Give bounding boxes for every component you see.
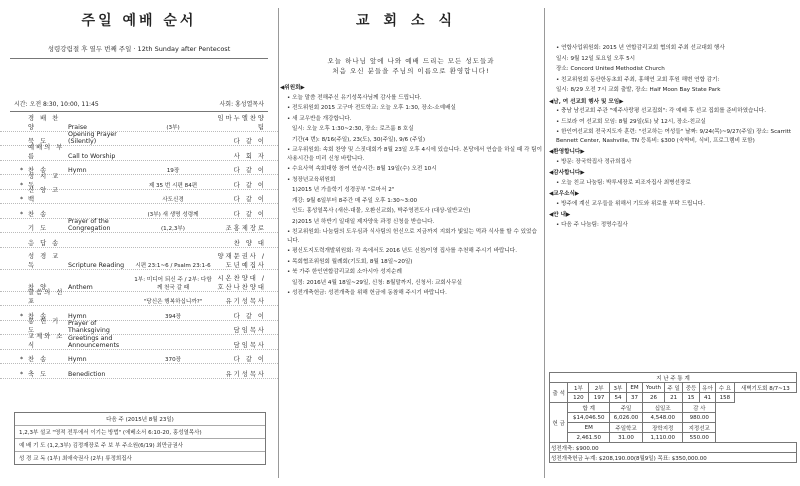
order-e: Hymn [68,167,87,174]
order-c: (3부) 새 생명 성령께 [147,211,199,218]
worship-presider: 사회: 홍성열목사 [219,101,264,108]
order-p: 사 회 자 [233,152,266,160]
section-heading: ◀교우소식▶ [549,191,580,197]
order-e: Prayer of the Congregation [68,218,111,232]
order-c: 사도신경 [162,197,184,203]
order-p: 담임목사 [233,327,266,334]
order-k: 교제와 소식 [28,332,65,349]
order-k: 봉 헌 기 도 [28,318,61,334]
order-e: Scripture Reading [68,261,125,269]
announcement-item: • 교우위원회: 속회 찬양 및 스짓대회가 8월 23일 오후 4시에 있습니다. 본당에서 연습을 하실 때 각 팀이 사용시간을 미리 신청 바랍니다. [287,147,542,162]
stat-cell: 수 요 [716,383,734,393]
order-e: Hymn [68,356,87,363]
stat-cell: 중등 [683,383,699,393]
section-heading: ◀환영합니다▶ [549,149,585,155]
order-e: Call to Worship [68,152,116,160]
order-e: Anthem [68,283,93,291]
order-k: 신 앙 고 백 [28,187,61,203]
order-c: 제 35 번 시편 84편 [148,182,198,189]
announcement-item: • 목회협조위원회 월례회(기도회, 8월 18일~20일) [287,258,413,265]
stat-cell: 주일학교 [609,423,642,433]
announcement-item: 일시: 8/29 오전 7시 교회 출발, 장소: Half Moon Bay State Park [556,87,721,93]
announcement-item: • 한인여선교회 전국지도자 훈련: "선교하는 여성들" 날짜: 9/24(목)~9/27(주일) 장소: Scarritt Bennett Center, Nashville, TN 등록비: $300 (숙박비, 식비, 프로그램비 포함) [556,129,792,144]
order-k: 말씀의 선포 [28,289,65,305]
order-c: (3부) [166,124,180,131]
order-e: Opening Prayer (Silently) [68,131,117,145]
order-p: 다 같 이 [233,312,266,320]
stat-cell: 2,461.50 [568,433,610,443]
announcement-item: 장소: Concord United Methodist Church [556,66,665,72]
notice-text: • 다음 주 나눔팀: 정명수집사 [556,221,628,228]
order-p: 다 같 이 [233,138,266,145]
order-p: 다 같 이 [233,181,266,189]
order-c: (1,2,3부) [160,226,185,232]
stat-cell: 1부 [568,383,589,393]
order-row [0,350,278,365]
announcement-item: 1)2015 년 가을학기 성경공부 "로마서 2" [292,187,395,193]
next-week-box [14,412,266,465]
welcome-text: • 방문: 장국학집사 정규희집사 [556,158,632,165]
column-divider [544,8,545,478]
worship-time: 시간: 오전 8:30, 10:00, 11:45 [14,101,99,108]
order-p: 유기성목사 [225,370,266,378]
order-c: "당신은 행복하십니까?" [143,299,203,305]
order-row [0,364,278,379]
stat-cell: 550.00 [683,433,716,443]
order-c: 1부: 미디어 되신 주 / 2부: 다함께 천국 갈 때 [134,276,212,291]
announcement-item: • 오늘 말씀 전해주신 유기성목사님께 감사를 드립니다. [287,94,422,101]
order-p: 다 같 이 [233,356,266,363]
order-star: * [20,312,24,320]
order-k: 성 시 교 독 [28,172,61,189]
order-k: 찬 송 [28,167,49,174]
announcement-item: 2)2015 년 하반기 일대일 제자양육 과정 신청을 받습니다. [292,218,435,225]
stat-cell: 158 [716,393,734,403]
stat-cell: 197 [589,393,610,403]
announcement-item: • 수요사역 속회대항 참여 연습시간: 8월 19일(수) 오전 10시 [287,166,437,172]
section-heading: ◀안 내▶ [549,212,571,218]
order-p: 시온찬양대 / 호산나찬양대 [217,274,266,291]
order-star: * [20,210,24,218]
stat-cell: 980.00 [683,413,716,423]
order-p: 임마누엘찬양팀 [217,114,266,131]
announcements-column-2 [549,0,800,486]
order-row [0,143,278,161]
next-week-prayer: 예 배 기 도 (1,2,3부) 김정재장로 주 보 부 주소원(6/19) 최만금권사 [15,438,265,451]
announcement-item: • 청장년교육위원회 [287,176,336,183]
order-e: Greetings and Announcements [68,334,120,349]
worship-order-column [0,0,278,486]
stat-cell: 15 [683,393,699,403]
worship-title: 주일 예배 순서 [81,13,197,29]
order-c: 370장 [164,357,182,363]
next-week-sermon: 1,2,3부 설교 "영적 전투에서 이기는 방법" (에베소서 6:10-20, 홍성열목사) [15,425,265,438]
order-c: 시편 23:1~6 / Psalm 23:1-6 [135,262,211,269]
stat-cell: 유아 [699,383,715,393]
stat-cell: 6,026.00 [609,413,642,423]
announcement-list [280,84,542,298]
stat-cell: 주 일 [664,383,682,393]
section-heading: ◀남, 여 선교회 행사 및 모임▶ [549,98,624,105]
offering-label: 헌 금 [550,403,568,443]
member-news: • 방주에 계신 교우들을 위해서 기도와 위로를 부탁 드립니다. [556,200,705,207]
stat-cell: 2부 [589,383,610,393]
column-divider [278,8,279,478]
announcement-item: • 친교위원회 동산한동초회 주최, 홍해연 교회 후원 해변 연합 감기: [556,76,720,83]
announcements-column [280,0,542,486]
order-star: * [20,356,24,363]
stat-cell: 지정선교 [683,423,716,433]
worship-subtitle: 성령강림절 후 열두 번째 주일 · 12th Sunday after Pentecost [47,45,231,53]
stat-cell: 21 [664,393,682,403]
order-p: 양재문권사 / 도년예집사 [217,252,266,269]
order-star: * [20,370,24,378]
order-row [0,289,278,307]
announcement-item: 기간(4 번): 8/16(주일), 23(도), 30(주일), 9/6 (주일) [292,136,426,143]
building-fund: 성전개축: $900.00 [550,443,797,453]
order-c: 394장 [164,313,182,320]
stat-cell: 120 [568,393,589,403]
thanks-text: • 오늘 친교 나눔팀: 박루세장로 피조자집사 최병선장로 [556,179,691,186]
order-k: 기 도 [28,225,49,232]
stat-cell: 4,548.00 [643,413,683,423]
announcement-item: • 새 교우반을 개강합니다. [287,115,352,122]
order-e: Prayer of Thanksgiving [68,320,110,334]
announcement-item: 일시: 9월 12일 토요일 오후 5시 [556,55,636,62]
order-list [0,114,278,379]
stat-cell: 십일조 [643,403,683,413]
announcements-title: 교회소식 [355,13,467,29]
order-p: 조홍제장로 [225,225,266,232]
stat-cell: 31.00 [609,433,642,443]
stat-cell: 26 [643,393,665,403]
order-k: 경 배 찬 양 [28,114,61,131]
announcement-item: • 전도위원회 2015 고구마 전도학교: 오늘 오후 1:30, 장소-소예배실 [287,105,456,111]
greeting-line-2: 처음 오신 분들을 주님의 이름으로 환영합니다! [332,67,490,75]
order-k: 성 경 교 독 [28,252,61,269]
announcement-item: • 드보라 여 선교회 모임: 8월 29일(토) 낮 12시, 장소-친교실 [556,118,706,125]
order-k: 찬 송 [28,210,49,218]
attendance-label: 출 석 [550,383,568,403]
building-fund-total: 성전개축헌금 누계: $208,190.00(8월9일) 목표: $350,000.00 [550,453,797,463]
order-row [0,233,278,248]
order-row [0,332,278,350]
announcement-item: • 북 가주 한인연합감리교회 소아시아 성지순례 [287,269,402,275]
announcement-item: • 평신도지도력개발위원회: 각 속에서도 2016 년도 신천/이영 집사를 추천해 주시기 바랍니다. [287,248,517,254]
statistics-table [549,372,797,463]
next-week-title: 다음 주 (2015년 8월 23일) [106,417,174,423]
stat-cell: 주일 [609,403,642,413]
order-k: 찬 송 [28,312,49,320]
announcement-item: 개강: 9월 6일부터 8주간 매 주일 오후 1:30~3:00 [292,197,418,204]
order-e: Praise [68,123,88,131]
announcement-item: 일정: 2016년 4월 18일~29일, 신청: 8월말까지, 신청서: 교회사무실 [292,279,463,286]
order-p: 찬 양 대 [233,239,266,247]
stat-cell: 37 [626,393,642,403]
order-row [0,204,278,219]
order-row [0,248,278,270]
section-heading: ◀위원회▶ [280,85,305,91]
stat-cell: Youth [643,383,665,393]
stat-cell: 새벽기도회 8/7~13 [734,383,796,393]
order-p: 다 같 이 [233,210,266,218]
order-row [0,187,278,205]
order-p: 유기성목사 [225,298,266,305]
stat-cell: EM [568,423,610,433]
order-row [0,114,278,132]
stat-cell: 감 사 [683,403,716,413]
stat-cell: 3부 [609,383,626,393]
order-e: Benediction [68,370,106,378]
order-k: 예배의 부름 [28,143,65,160]
order-star: * [20,181,24,189]
announcement-item: • 성전개축헌금: 성전개축을 위해 헌금에 동참해 주시기 바랍니다. [287,290,447,296]
stat-cell: 41 [699,393,715,403]
order-k: 찬 양 [28,283,49,291]
order-star: * [20,167,24,174]
announcement-item: • 연합사업위원회: 2015 년 연합감리교회 협의회 주최 선교대회 행사 [556,45,725,51]
announcement-item: • 친교위원회: 나눔팀의 도우심과 식사팀의 헌신으로 지금까지 지회가 빛있는 먹과 식사를 할 수 있었습니다. [287,229,537,244]
order-k: 응 답 송 [28,239,61,247]
order-k: 찬 송 [28,356,49,363]
announcement-item: 인도: 홍성열목사 (새산-대물, 오환신교회), 박주영전도사 (대상-일반교인) [292,208,471,214]
order-k: 묵 도 [28,138,49,145]
announcement-item: • 충남 남선교회 주관 "예주사랑평 선교집회": 각 예배 후 선교 집회를 준비하였습니다. [556,108,766,114]
announcement-item: 일시: 오늘 오후 1:30~2:30, 장소: 로즈룸 8 호실 [292,126,414,132]
order-row [0,219,278,234]
stats-title: 지 난 주 통 계 [550,373,797,383]
order-star: * [20,196,24,203]
stat-cell: EM [626,383,642,393]
greeting-line-1: 오늘 하나님 앞에 나와 예배 드리는 모든 성도들과 [327,57,495,65]
stat-cell: 54 [609,393,626,403]
order-e: Hymn [68,312,87,320]
stat-cell: $14,046.50 [568,413,610,423]
order-k: 축 도 [28,370,49,378]
stat-cell: 합 계 [568,403,610,413]
order-p: 담임목사 [233,341,266,349]
section-heading: ◀감사합니다▶ [549,170,585,176]
order-p: 다 같 이 [233,196,266,203]
order-p: 다 같 이 [233,167,266,174]
next-week-reading: 성 경 교 독 (1부) 최애숙권사 (2부) 류정희집사 [15,451,265,464]
stat-cell: 1,110.00 [643,433,683,443]
order-c: 19장 [166,168,180,174]
stat-cell: 장학지정 [643,423,683,433]
